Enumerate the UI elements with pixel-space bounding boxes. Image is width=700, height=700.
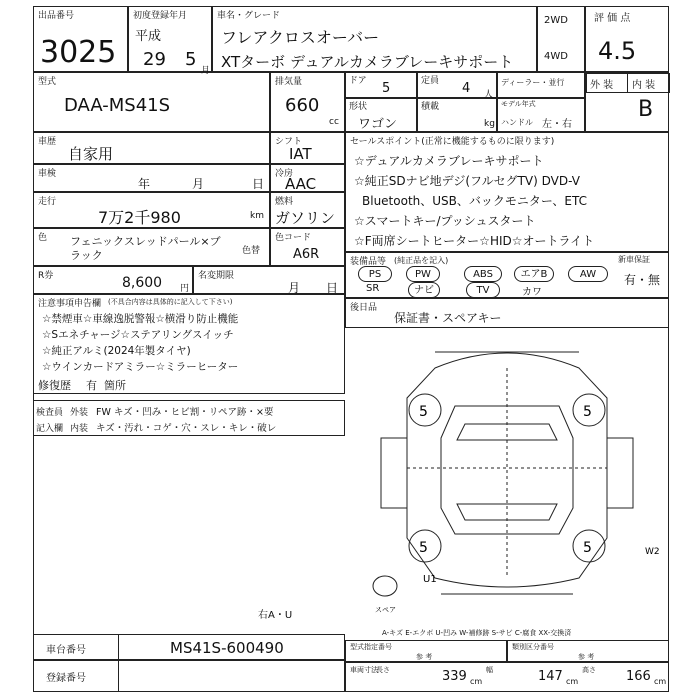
history-box: 車歴 自家用 [33,132,270,164]
sales-point-item: Bluetooth、USB、バックモニター、ETC [362,194,587,208]
capacity-box: 定員 4 人 [417,72,497,98]
spare-label: スペア [375,606,396,614]
equip-pw: PW [406,266,440,282]
damage-note-w2: W2 [645,547,660,557]
inspector-box: 検査員 記入欄 外装 FW キズ・凹み・ヒビ割・リペア跡・×要 内装 キズ・汚れ・コゲ・穴・スレ・キレ・破レ [33,400,345,436]
lot-box: 出品番号 3025 [33,6,128,72]
displacement-box: 排気量 660 cc [270,72,345,132]
equip-airbag: エアB [514,266,554,282]
sales-point-item: ☆スマートキー/プッシュスタート [354,214,536,228]
equip-tv: TV [466,282,500,298]
chassis-box: 車台番号 MS41S-600490 [33,634,345,660]
recycle-box: R券 8,600 円 [33,266,193,294]
first-reg-box: 初度登録年月 平成 29 5 月 [128,6,212,72]
shift-box: シフト IAT [270,132,345,164]
inspection-box: 車検 年 月 日 [33,164,270,192]
car-diagram [345,328,669,628]
category-box: 類別区分番号 参 考 [507,640,669,662]
wheel-mark-rl: 5 [419,540,428,556]
color-code-box: 色コード A6R [270,228,345,266]
equip-abs: ABS [464,266,502,282]
aircon-box: 冷房 AAC [270,164,345,192]
year-value: 29 [143,49,166,70]
car-name: フレアクロスオーバー [221,28,380,47]
equip-navi: ナビ [408,282,440,298]
car-name-box: 車名・グレード フレアクロスオーバー XTターボ デュアルカメラブレーキサポート [212,6,537,72]
note-item: ☆Sエネチャージ☆ステアリングスイッチ [42,329,234,341]
notes-list [42,311,238,375]
wheel-mark-rr: 5 [583,540,592,556]
new-car-warranty: 有・無 [624,273,661,287]
lot-number: 3025 [40,35,117,70]
note-item: ☆禁煙車☆車線逸脱警報☆横滑り防止機能 [42,313,239,325]
chassis-number: MS41S-600490 [170,639,284,657]
diagram-legend: A-キズ E-エクボ U-凹み W-補修跡 S-サビ C-腐食 XX-交換済 [382,629,572,637]
doors-box: ドア 5 [345,72,417,98]
drive-box: 2WD 4WD [537,6,585,72]
shape-box: 形状 ワゴン [345,98,417,132]
registration-box: 登録番号 [33,660,345,692]
sales-points-box [345,132,669,252]
sales-points-list [354,151,666,251]
type-cert-box: 型式指定番号 参 考 [345,640,507,662]
dimensions-box: 車両寸法 長さ 339 cm 幅 147 cm 高さ 166 cm [345,662,669,692]
model-box: 型式 DAA-MS41S [33,72,270,132]
score-value: 4.5 [598,37,637,65]
color-box: 色 フェニックスレッドパール×ブラック 色替 [33,228,270,266]
month-value: 5 [185,49,197,70]
length-value: 339 [442,669,467,684]
sales-point-item: ☆デュアルカメラブレーキサポート [354,154,544,168]
sales-point-item: ☆純正SDナビ地デジ(フルセグTV) DVD-V [354,174,580,188]
registration-deadline-box: 名変期限 月 日 [193,266,345,294]
equip-aw: AW [568,266,608,282]
sales-points-title: セールスポイント(正常に機能するものに限ります) [350,137,555,147]
equipment-box: 装備品等 (純正品を記入) 新車保証 PS PW ABS エアB AW SR ナビ TV カワ 有・無 [345,252,669,298]
car-grade: XTターボ デュアルカメラブレーキサポート [221,53,514,71]
exterior-grade-box: 外 装 内 装 B [585,72,669,132]
note-item: ☆ウインカードアミラー☆ミラーヒーター [42,361,239,373]
damage-note-right: 右A・U [258,610,293,621]
mileage-value: 7万2千980 [98,208,181,227]
sales-point-item: ☆F両席シートヒーター☆HID☆オートライト [354,234,595,248]
after-items-box: 後日品 保証書・スペアキー [345,298,669,328]
wheel-mark-fl: 5 [419,404,428,420]
interior-grade: B [638,97,654,122]
dealer-box: ディーラー・並行 [497,72,585,98]
damage-note-u1: U1 [423,574,437,585]
height-value: 166 [626,669,651,684]
wheel-mark-fr: 5 [583,404,592,420]
fuel-box: 燃料 ガソリン [270,192,345,228]
equip-ps: PS [358,266,392,282]
width-value: 147 [538,669,563,684]
model-value: DAA-MS41S [64,95,171,116]
score-box: 評 価 点 4.5 [585,6,669,72]
note-item: ☆純正アルミ(2024年製タイヤ) [42,345,191,357]
handle-box: モデル年式 ハンドル 左・右 [497,98,585,132]
notes-box: 注意事項申告欄 (不具合内容は具体的に記入して下さい) ☆禁煙車☆車線逸脱警報☆横滑り防止機能 ☆Sエネチャージ☆ステアリングスイッチ ☆純正アルミ(2024年製タイヤ) ☆ウインカードアミラー☆ミラーヒーター 修復歴 有 箇所 [33,294,345,394]
load-box: 積載 kg [417,98,497,132]
mileage-box: 走行 7万2千980 km [33,192,270,228]
